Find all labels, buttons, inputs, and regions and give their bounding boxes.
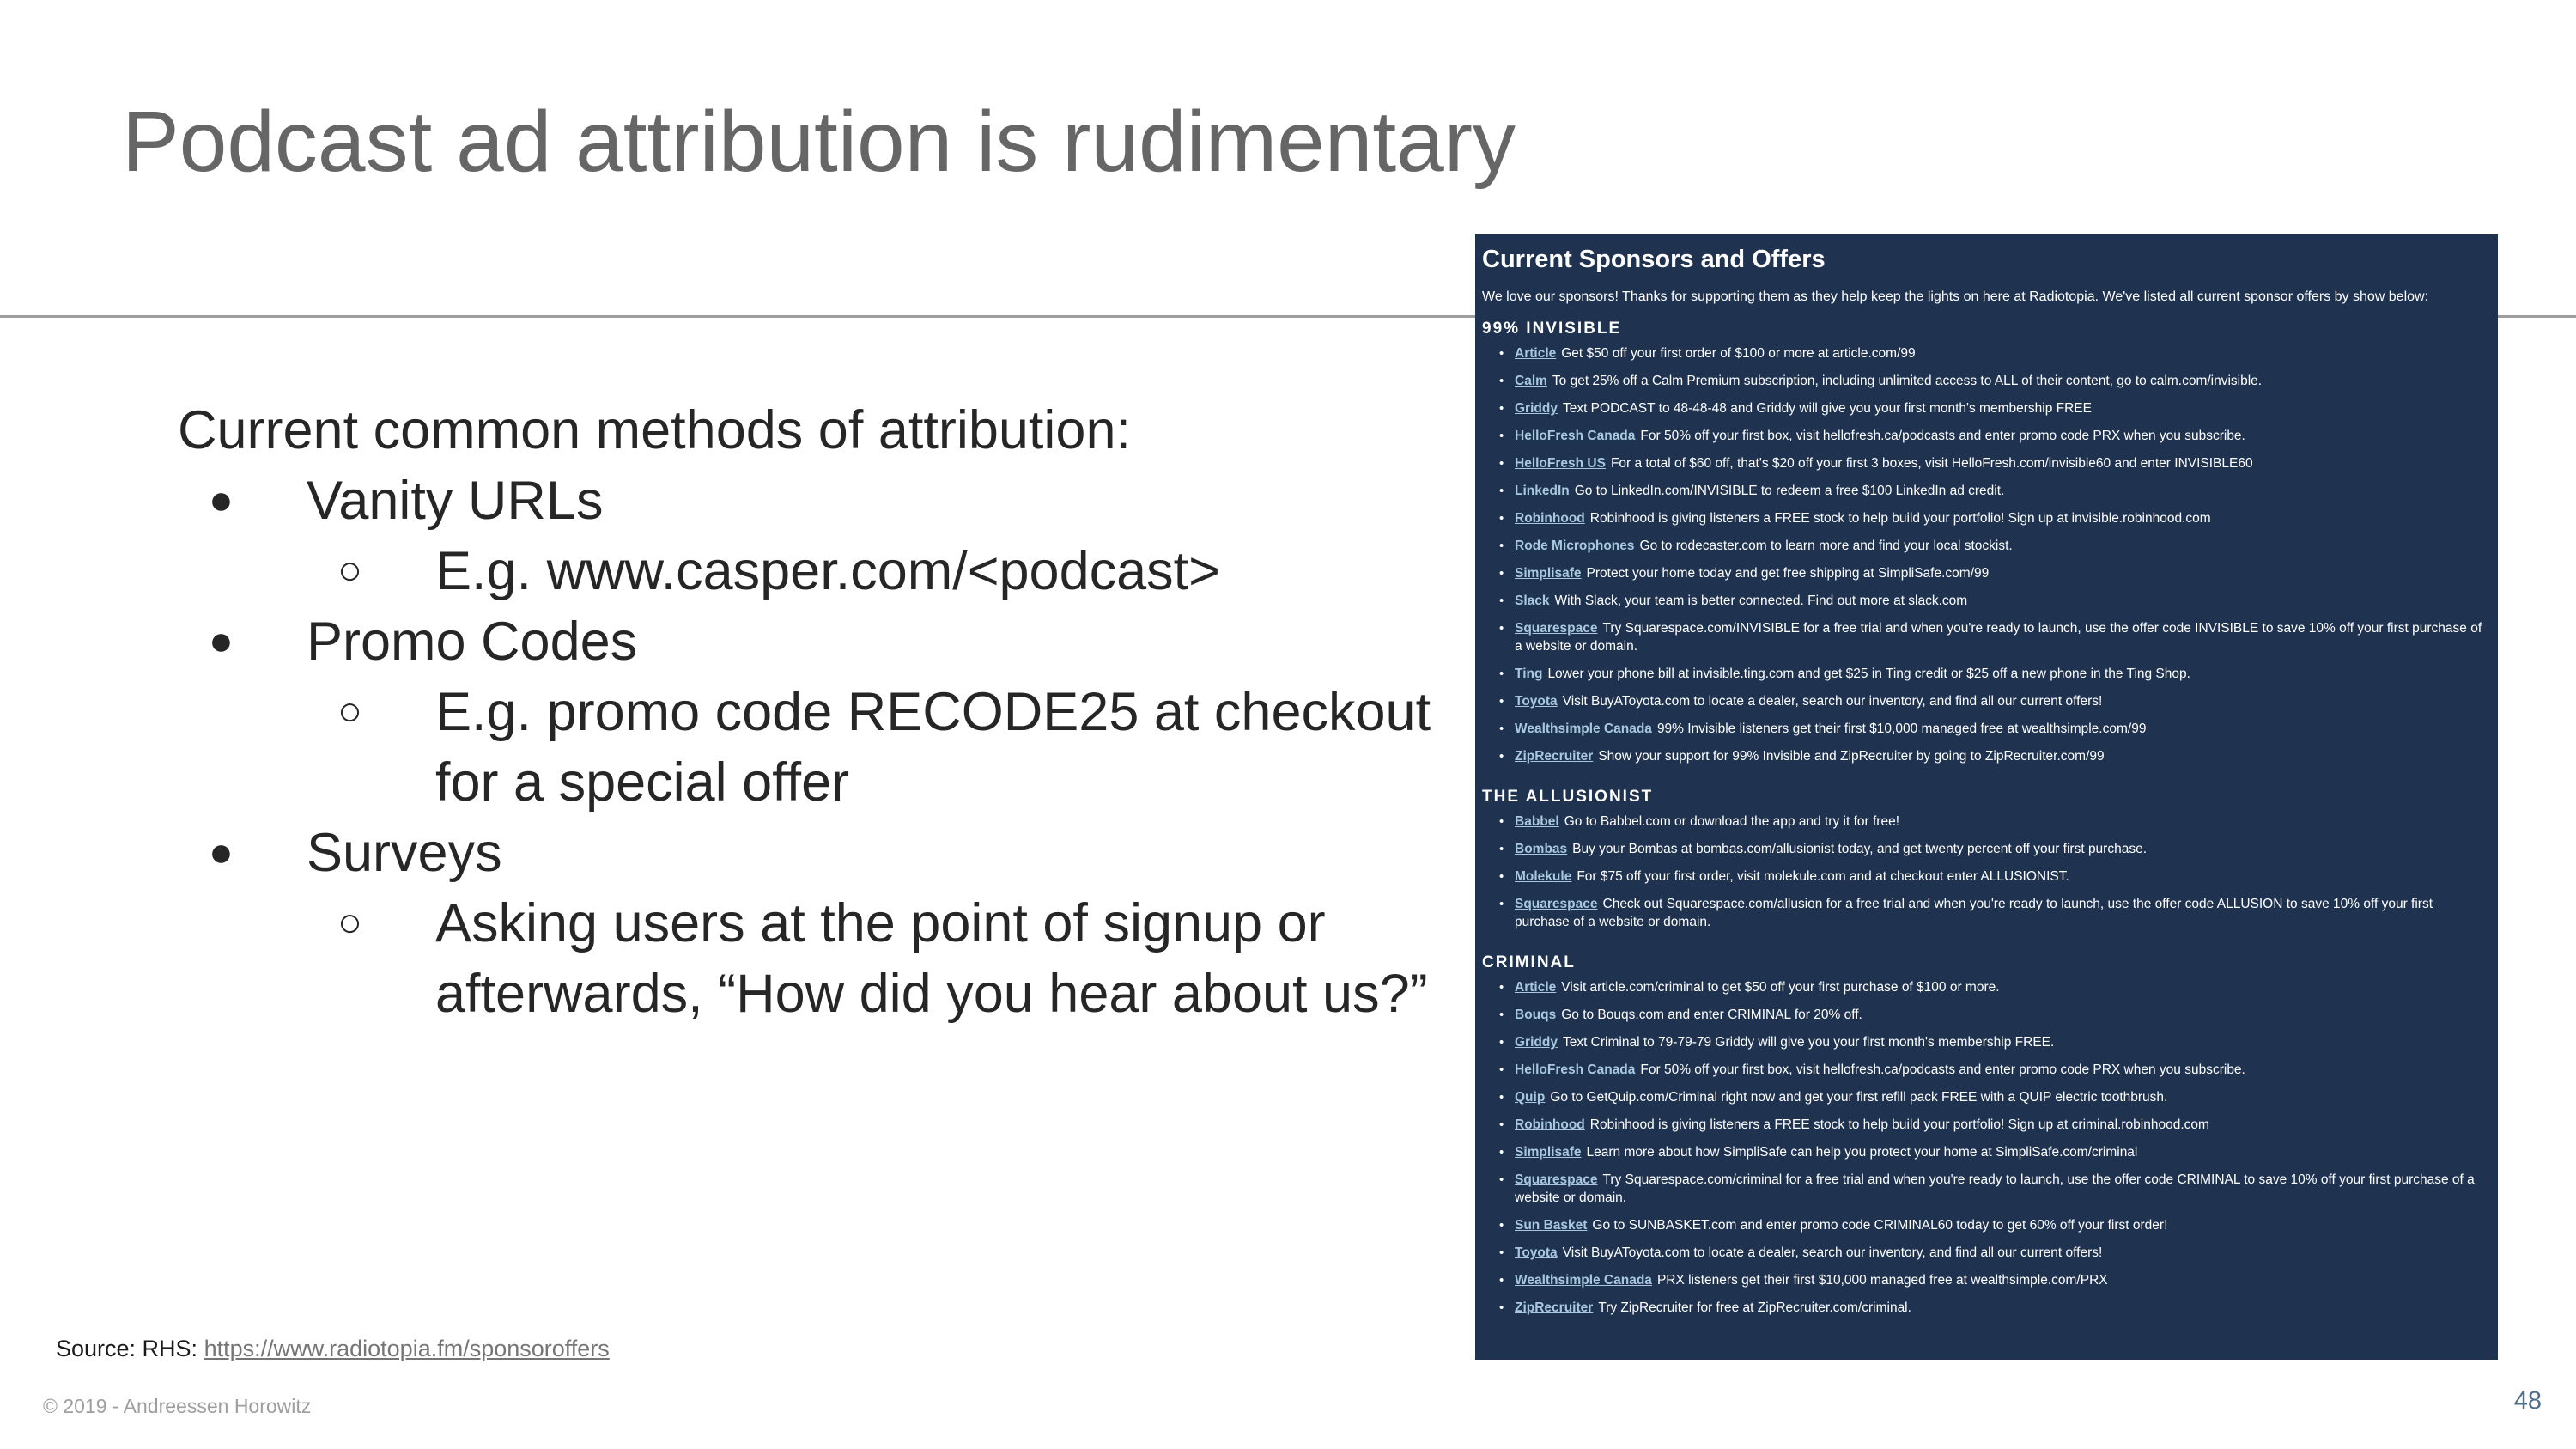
sponsor-name-link[interactable]: Article <box>1515 346 1557 361</box>
sponsor-item <box>1482 592 2491 619</box>
methods-intro: Current common methods of attribution: <box>178 400 1132 460</box>
sponsor-offer: Show your support for 99% Invisible and ZipRecruiter by going to ZipRecruiter.com/99 <box>1598 749 2105 764</box>
sponsor-name-link[interactable]: Ting <box>1515 667 1543 681</box>
sponsor-item <box>1482 1088 2491 1116</box>
show-heading: CRIMINAL <box>1482 953 1576 971</box>
page-number: 48 <box>2513 1387 2542 1415</box>
source-citation <box>56 1336 610 1362</box>
shows-container <box>1482 319 2491 1326</box>
show-heading: 99% INVISIBLE <box>1482 320 1622 338</box>
sponsor-offer: Visit article.com/criminal to get $50 off your first purchase of $100 or more. <box>1561 980 2000 995</box>
method-item <box>178 606 1311 677</box>
sponsor-name-link[interactable]: ZipRecruiter <box>1515 1300 1594 1315</box>
sponsor-offer: For 50% off your first box, visit hellofresh.ca/podcasts and enter promo code PRX when you subscribe. <box>1640 429 2245 443</box>
sponsor-item <box>1482 813 2491 840</box>
sponsor-item <box>1482 1033 2491 1061</box>
attribution-methods <box>178 395 1431 1029</box>
sponsor-name-link[interactable]: Bouqs <box>1515 1008 1557 1022</box>
sponsor-offer: Go to LinkedIn.com/INVISIBLE to redeem a free $100 LinkedIn ad credit. <box>1574 484 2005 498</box>
slide-title: Podcast ad attribution is rudimentary <box>122 94 1516 190</box>
sponsor-offer: Learn more about how SimpliSafe can help you protect your home at SimpliSafe.com/criminal <box>1586 1145 2138 1160</box>
method-label: Vanity URLs <box>307 471 604 531</box>
sponsor-item <box>1482 1006 2491 1033</box>
bullet-icon: ● <box>209 478 234 523</box>
example-text: E.g. promo code RECODE25 at checkout for a special offer <box>435 682 1431 813</box>
sponsor-offer: Text Criminal to 79-79-79 Griddy will give you your first month's membership FREE. <box>1562 1035 2055 1050</box>
sponsor-offer: Lower your phone bill at invisible.ting.com and get $25 in Ting credit or $25 off a new phone in the Ting Shop. <box>1547 667 2190 681</box>
source-link[interactable]: https://www.radiotopia.fm/sponsoroffers <box>204 1336 610 1361</box>
sponsor-name-link[interactable]: Robinhood <box>1515 511 1585 526</box>
method-example <box>178 677 1431 818</box>
sponsor-offer: Buy your Bombas at bombas.com/allusionist today, and get twenty percent off your first purchase. <box>1572 842 2148 856</box>
sponsor-name-link[interactable]: Robinhood <box>1515 1117 1585 1132</box>
sponsor-item <box>1482 1244 2491 1271</box>
sponsor-item <box>1482 747 2491 775</box>
sponsor-name-link[interactable]: Squarespace <box>1515 897 1598 911</box>
sponsors-panel-intro: We love our sponsors! Thanks for supporting them as they help keep the lights on here at Radiotopia. We've listed all current sponsor offers by show below: <box>1482 289 2429 304</box>
method-item <box>178 466 1311 536</box>
sponsor-name-link[interactable]: Molekule <box>1515 869 1572 884</box>
sub-bullet-icon: ○ <box>337 548 362 594</box>
sponsor-name-link[interactable]: ZipRecruiter <box>1515 749 1594 764</box>
sponsor-list <box>1482 344 2491 775</box>
methods-list <box>178 466 1431 1029</box>
sponsor-name-link[interactable]: Simplisafe <box>1515 566 1582 581</box>
sponsor-item <box>1482 399 2491 427</box>
sponsor-offer: To get 25% off a Calm Premium subscription, including unlimited access to ALL of their content, go to calm.com/invisible. <box>1552 374 2263 388</box>
example-text: E.g. www.casper.com/<podcast> <box>435 541 1220 601</box>
sponsor-name-link[interactable]: HelloFresh Canada <box>1515 1062 1636 1077</box>
sponsor-item <box>1482 344 2491 372</box>
sponsor-name-link[interactable]: Wealthsimple Canada <box>1515 1273 1652 1288</box>
sponsor-offer: Go to SUNBASKET.com and enter promo code CRIMINAL60 today to get 60% off your first order! <box>1592 1218 2168 1233</box>
sponsor-item <box>1482 454 2491 482</box>
sponsor-item <box>1482 1171 2491 1216</box>
sponsor-name-link[interactable]: Article <box>1515 980 1557 995</box>
sponsor-offer: 99% Invisible listeners get their first $10,000 managed free at wealthsimple.com/99 <box>1656 721 2147 736</box>
sponsor-item <box>1482 868 2491 895</box>
sponsor-offer: Try ZipRecruiter for free at ZipRecruiter.com/criminal. <box>1598 1300 1911 1315</box>
method-label: Promo Codes <box>307 612 638 672</box>
sponsor-item <box>1482 1216 2491 1244</box>
copyright-notice: © 2019 - Andreessen Horowitz <box>43 1395 312 1417</box>
sponsor-offer: Check out Squarespace.com/allusion for a free trial and when you're ready to launch, use the offer code ALLUSION to save 10% off your first purchase of a website or domain. <box>1515 897 2433 929</box>
sponsor-item <box>1482 509 2491 537</box>
sponsor-offer: Go to Babbel.com or download the app and try it for free! <box>1564 814 1899 829</box>
method-label: Surveys <box>307 823 502 883</box>
sponsor-offer: Robinhood is giving listeners a FREE stock to help build your portfolio! Sign up at invisible.robinhood.com <box>1589 511 2211 526</box>
sponsor-offer: Try Squarespace.com/INVISIBLE for a free trial and when you're ready to launch, use the offer code INVISIBLE to save 10% off your first purchase of a website or domain. <box>1515 621 2482 654</box>
sponsors-panel-title: Current Sponsors and Offers <box>1482 246 1826 273</box>
sponsor-name-link[interactable]: HelloFresh Canada <box>1515 429 1636 443</box>
sponsor-offer: Get $50 off your first order of $100 or more at article.com/99 <box>1561 346 1916 361</box>
method-item <box>178 818 1311 888</box>
sponsor-offer: Visit BuyAToyota.com to locate a dealer, search our inventory, and find all our current offers! <box>1562 1245 2103 1260</box>
sub-bullet-icon: ○ <box>337 900 362 946</box>
sponsors-offers-panel <box>1475 234 2498 1360</box>
bullet-icon: ● <box>209 618 234 664</box>
sponsor-offer: Try Squarespace.com/criminal for a free trial and when you're ready to launch, use the offer code CRIMINAL to save 10% off your first purchase of a website or domain. <box>1515 1172 2475 1205</box>
sponsor-item <box>1482 978 2491 1006</box>
sponsor-item <box>1482 1299 2491 1326</box>
sponsor-offer: With Slack, your team is better connected. Find out more at slack.com <box>1554 594 1968 608</box>
sponsor-offer: PRX listeners get their first $10,000 managed free at wealthsimple.com/PRX <box>1656 1273 2108 1288</box>
sponsor-name-link[interactable]: LinkedIn <box>1515 484 1570 498</box>
sponsor-offer: Protect your home today and get free shipping at SimpliSafe.com/99 <box>1586 566 1990 581</box>
sponsor-item <box>1482 720 2491 747</box>
sponsor-item <box>1482 482 2491 509</box>
sponsor-name-link[interactable]: Griddy <box>1515 1035 1558 1050</box>
sponsor-list <box>1482 978 2491 1326</box>
sponsor-name-link[interactable]: Bombas <box>1515 842 1568 856</box>
sponsor-offer: For 50% off your first box, visit hellofresh.ca/podcasts and enter promo code PRX when you subscribe. <box>1640 1062 2245 1077</box>
sponsor-item <box>1482 537 2491 564</box>
sponsor-item <box>1482 1061 2491 1088</box>
sponsor-offer: Visit BuyAToyota.com to locate a dealer, search our inventory, and find all our current offers! <box>1562 694 2103 709</box>
example-text: Asking users at the point of signup or afterwards, “How did you hear about us?” <box>435 893 1428 1024</box>
sponsor-name-link[interactable]: Toyota <box>1515 1245 1558 1260</box>
sponsor-list <box>1482 813 2491 941</box>
sponsor-item <box>1482 1116 2491 1143</box>
sponsor-item <box>1482 1271 2491 1299</box>
sponsor-name-link[interactable]: Rode Microphones <box>1515 539 1635 553</box>
sponsor-item <box>1482 427 2491 454</box>
sponsor-name-link[interactable]: Griddy <box>1515 401 1558 416</box>
sponsor-name-link[interactable]: Babbel <box>1515 814 1559 829</box>
sponsor-name-link[interactable]: HelloFresh US <box>1515 456 1606 471</box>
sponsor-name-link[interactable]: Quip <box>1515 1090 1546 1105</box>
sponsor-item <box>1482 692 2491 720</box>
sponsor-name-link[interactable]: Toyota <box>1515 694 1558 709</box>
sponsor-name-link[interactable]: Slack <box>1515 594 1550 608</box>
sponsor-item <box>1482 619 2491 665</box>
sponsor-offer: Go to rodecaster.com to learn more and find your local stockist. <box>1639 539 2013 553</box>
sponsor-item <box>1482 665 2491 692</box>
sponsor-offer: Text PODCAST to 48-48-48 and Griddy will give you your first month's membership FREE <box>1562 401 2092 416</box>
sponsor-offer: Go to GetQuip.com/Criminal right now and get your first refill pack FREE with a QUIP electric toothbrush. <box>1550 1090 2168 1105</box>
sponsor-name-link[interactable]: Sun Basket <box>1515 1218 1588 1233</box>
source-label: Source: RHS: <box>56 1336 198 1361</box>
sponsor-offer: Robinhood is giving listeners a FREE stock to help build your portfolio! Sign up at criminal.robinhood.com <box>1589 1117 2209 1132</box>
sponsor-name-link[interactable]: Calm <box>1515 374 1547 388</box>
method-example <box>178 888 1428 1029</box>
sponsor-item <box>1482 372 2491 399</box>
sponsor-name-link[interactable]: Simplisafe <box>1515 1145 1582 1160</box>
sponsor-offer: For $75 off your first order, visit molekule.com and at checkout enter ALLUSIONIST. <box>1577 869 2069 884</box>
sub-bullet-icon: ○ <box>337 689 362 734</box>
method-example <box>178 536 1311 606</box>
sponsor-offer: Go to Bouqs.com and enter CRIMINAL for 20% off. <box>1561 1008 1862 1022</box>
sponsor-name-link[interactable]: Squarespace <box>1515 621 1598 636</box>
show-heading: THE ALLUSIONIST <box>1482 788 1654 806</box>
sponsor-offer: For a total of $60 off, that's $20 off your first 3 boxes, visit HelloFresh.com/invisible60 and enter INVISIBLE60 <box>1610 456 2253 471</box>
sponsor-name-link[interactable]: Wealthsimple Canada <box>1515 721 1652 736</box>
bullet-icon: ● <box>209 830 234 875</box>
sponsor-name-link[interactable]: Squarespace <box>1515 1172 1598 1187</box>
sponsor-item <box>1482 895 2491 941</box>
sponsor-item <box>1482 564 2491 592</box>
sponsor-item <box>1482 840 2491 868</box>
sponsor-item <box>1482 1143 2491 1171</box>
